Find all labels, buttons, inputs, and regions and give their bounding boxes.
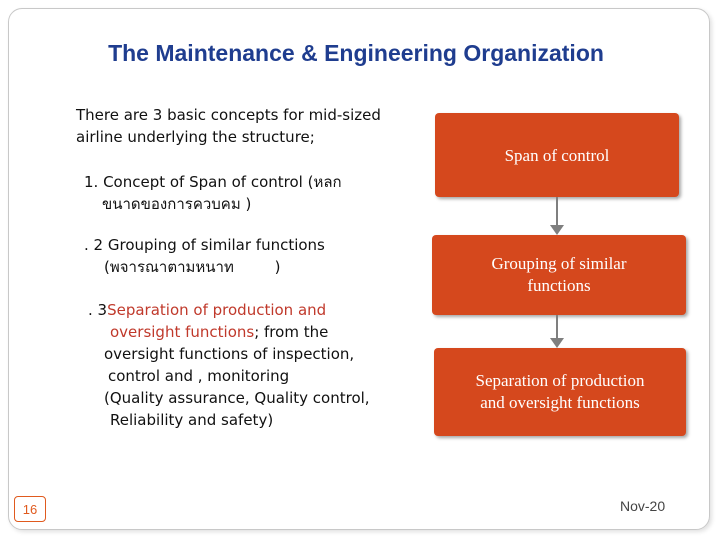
diagram-box-separation bbox=[434, 348, 686, 436]
item3-line-4: control and , monitoring bbox=[108, 367, 290, 385]
box1-label: Span of control bbox=[504, 146, 610, 165]
item1-line-1: 1. Concept of Span of control (หลก bbox=[84, 173, 342, 191]
item3-rest-line-2: ; from the bbox=[254, 323, 329, 341]
page-number: 16 bbox=[14, 496, 46, 522]
item2-number: . 2 bbox=[84, 236, 104, 254]
box3-line-2: and oversight functions bbox=[480, 393, 640, 412]
diagram-box-span-of-control bbox=[435, 113, 679, 197]
arrow-down-icon bbox=[550, 197, 564, 235]
item1-line-2: ขนาดของการควบคม ) bbox=[102, 195, 252, 213]
concept-item-1 bbox=[84, 171, 342, 215]
item2-line-2: (พจารณาตามหนาท bbox=[104, 258, 234, 276]
intro-text bbox=[76, 104, 381, 148]
box2-line-1: Grouping of similar bbox=[491, 254, 627, 273]
item3-red-line-1: Separation of production and bbox=[107, 301, 327, 319]
slide-title: The Maintenance & Engineering Organization bbox=[108, 40, 604, 66]
item3-line-3: oversight functions of inspection, bbox=[104, 345, 355, 363]
item3-red-line-2: oversight functions bbox=[110, 323, 255, 341]
arrow-down-icon bbox=[550, 315, 564, 348]
diagram-box-grouping bbox=[432, 235, 686, 315]
item3-line-6: Reliability and safety) bbox=[110, 411, 274, 429]
concept-item-3 bbox=[88, 299, 370, 431]
footer-date: Nov-20 bbox=[620, 498, 666, 514]
intro-line-2: airline underlying the structure; bbox=[76, 128, 315, 146]
item3-prefix: . 3 bbox=[88, 301, 108, 319]
concept-item-2 bbox=[84, 234, 325, 278]
box3-line-1: Separation of production bbox=[475, 371, 645, 390]
item3-line-5: (Quality assurance, Quality control, bbox=[104, 389, 370, 407]
box2-line-2: functions bbox=[527, 276, 591, 295]
intro-line-1: There are 3 basic concepts for mid-sized bbox=[76, 106, 381, 124]
item2-close-paren: ) bbox=[274, 258, 281, 276]
item2-text: Grouping of similar functions bbox=[107, 236, 325, 254]
